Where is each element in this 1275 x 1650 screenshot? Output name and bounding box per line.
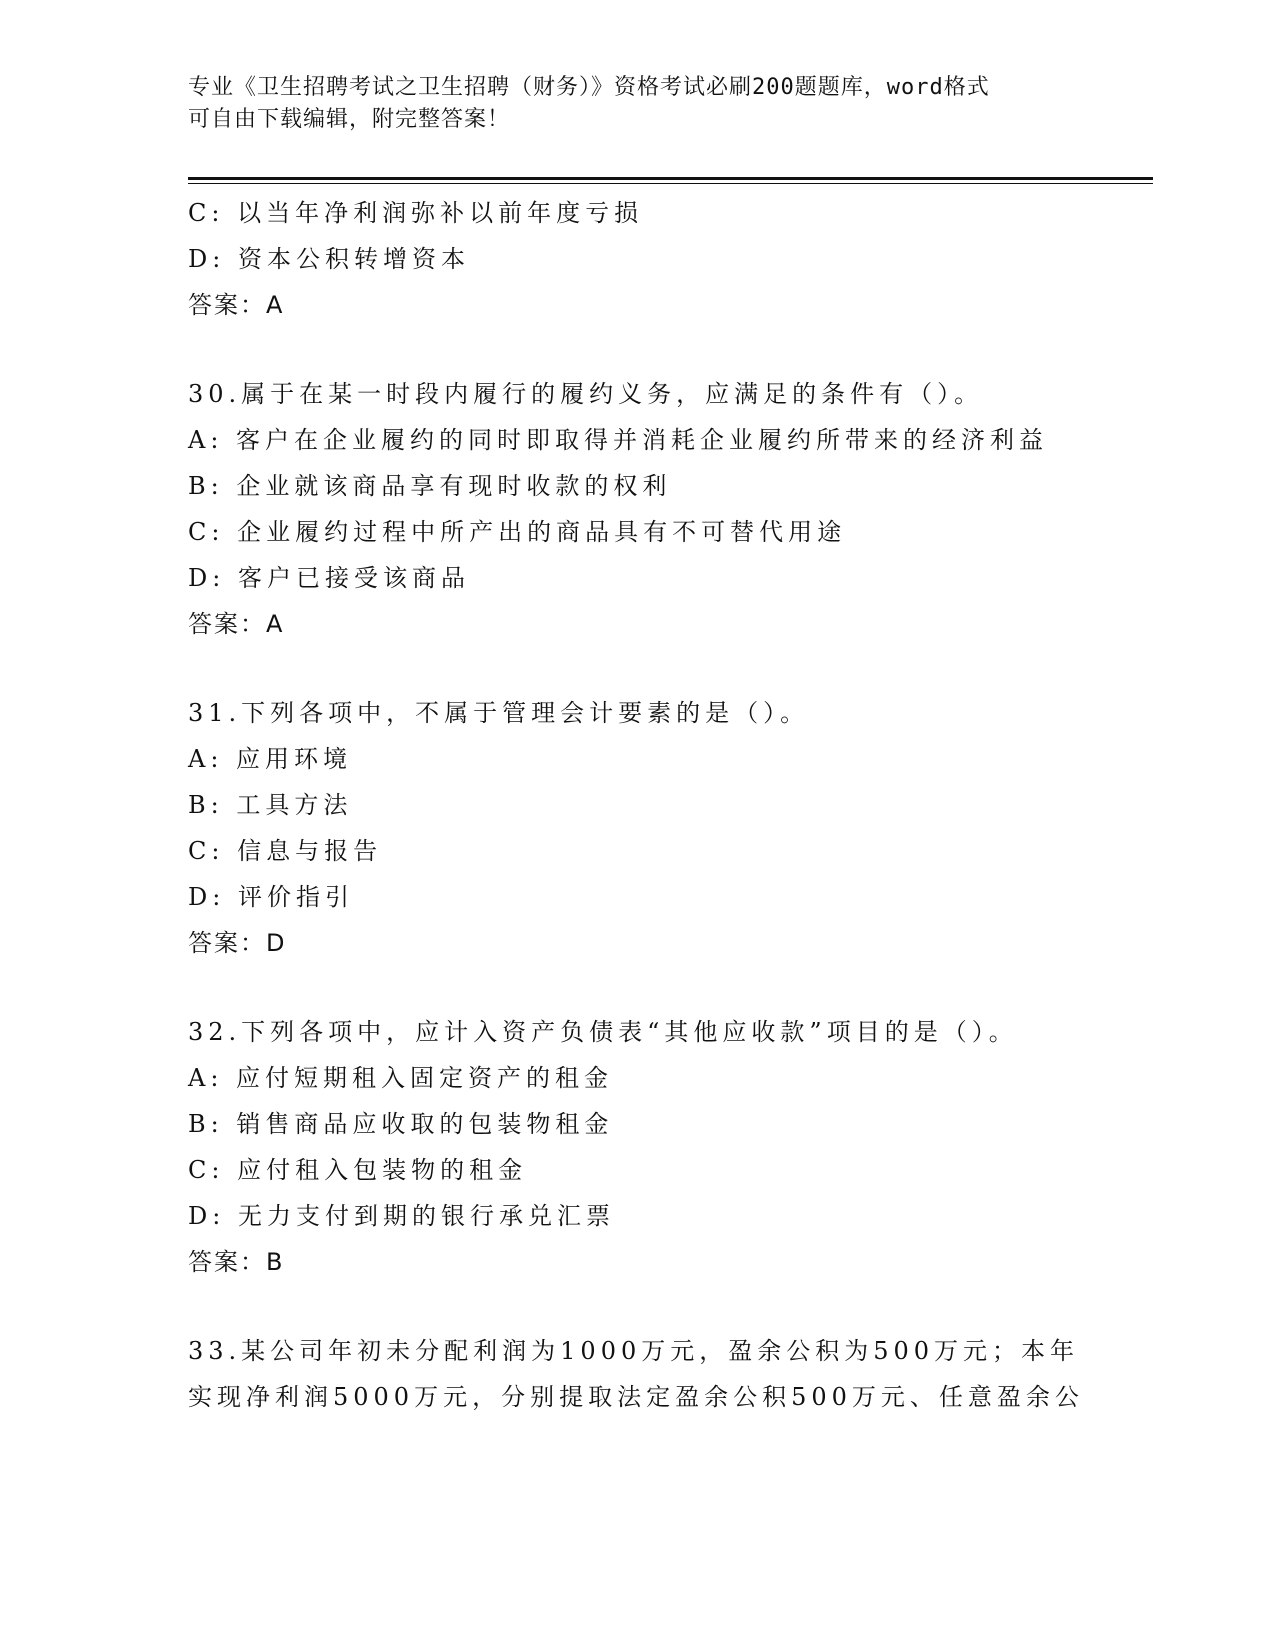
option-a: A: 应付短期租入固定资产的租金: [188, 1064, 614, 1092]
header-line-1: 专业《卫生招聘考试之卫生招聘（财务）》资格考试必刷200题题库，word格式: [188, 75, 990, 100]
option-d: D: 无力支付到期的银行承兑汇票: [188, 1202, 615, 1230]
option-c: C: 以当年净利润弥补以前年度亏损: [188, 199, 644, 227]
question-body: [188, 190, 1088, 1420]
option-b: B: 企业就该商品享有现时收款的权利: [188, 472, 672, 500]
question-title-line-1: 33.某公司年初未分配利润为1000万元，盈余公积为500万元；本年: [188, 1337, 1080, 1365]
page-header: [188, 72, 1068, 136]
question-33: [188, 1328, 1088, 1420]
option-a: A: 应用环境: [188, 745, 353, 773]
option-b: B: 销售商品应收取的包装物租金: [188, 1110, 614, 1138]
header-divider-thin: [188, 183, 1153, 184]
header-line-2: 可自由下载编辑，附完整答案！: [188, 107, 511, 132]
question-30: [188, 371, 1088, 647]
option-c: C: 企业履约过程中所产出的商品具有不可替代用途: [188, 518, 847, 546]
question-title: 30.属于在某一时段内履行的履约义务，应满足的条件有（）。: [188, 380, 984, 408]
question-title: 31.下列各项中，不属于管理会计要素的是（）。: [188, 699, 810, 727]
option-d: D: 评价指引: [188, 883, 354, 911]
question-title: 32.下列各项中，应计入资产负债表“其他应收款”项目的是（）。: [188, 1018, 1018, 1046]
option-c: C: 信息与报告: [188, 837, 383, 865]
question-31: [188, 690, 1088, 966]
answer-line: 答案：D: [188, 929, 287, 957]
option-d: D: 资本公积转增资本: [188, 245, 470, 273]
answer-line: 答案：A: [188, 610, 285, 638]
option-b: B: 工具方法: [188, 791, 353, 819]
previous-question-tail: [188, 190, 1088, 328]
question-32: [188, 1009, 1088, 1285]
answer-line: 答案：A: [188, 291, 285, 319]
header-divider-thick: [188, 177, 1153, 180]
option-d: D: 客户已接受该商品: [188, 564, 470, 592]
answer-line: 答案：B: [188, 1248, 285, 1276]
option-c: C: 应付租入包装物的租金: [188, 1156, 528, 1184]
question-title-line-2: 实现净利润5000万元，分别提取法定盈余公积500万元、任意盈余公: [188, 1383, 1084, 1411]
option-a: A: 客户在企业履约的同时即取得并消耗企业履约所带来的经济利益: [188, 426, 1049, 454]
